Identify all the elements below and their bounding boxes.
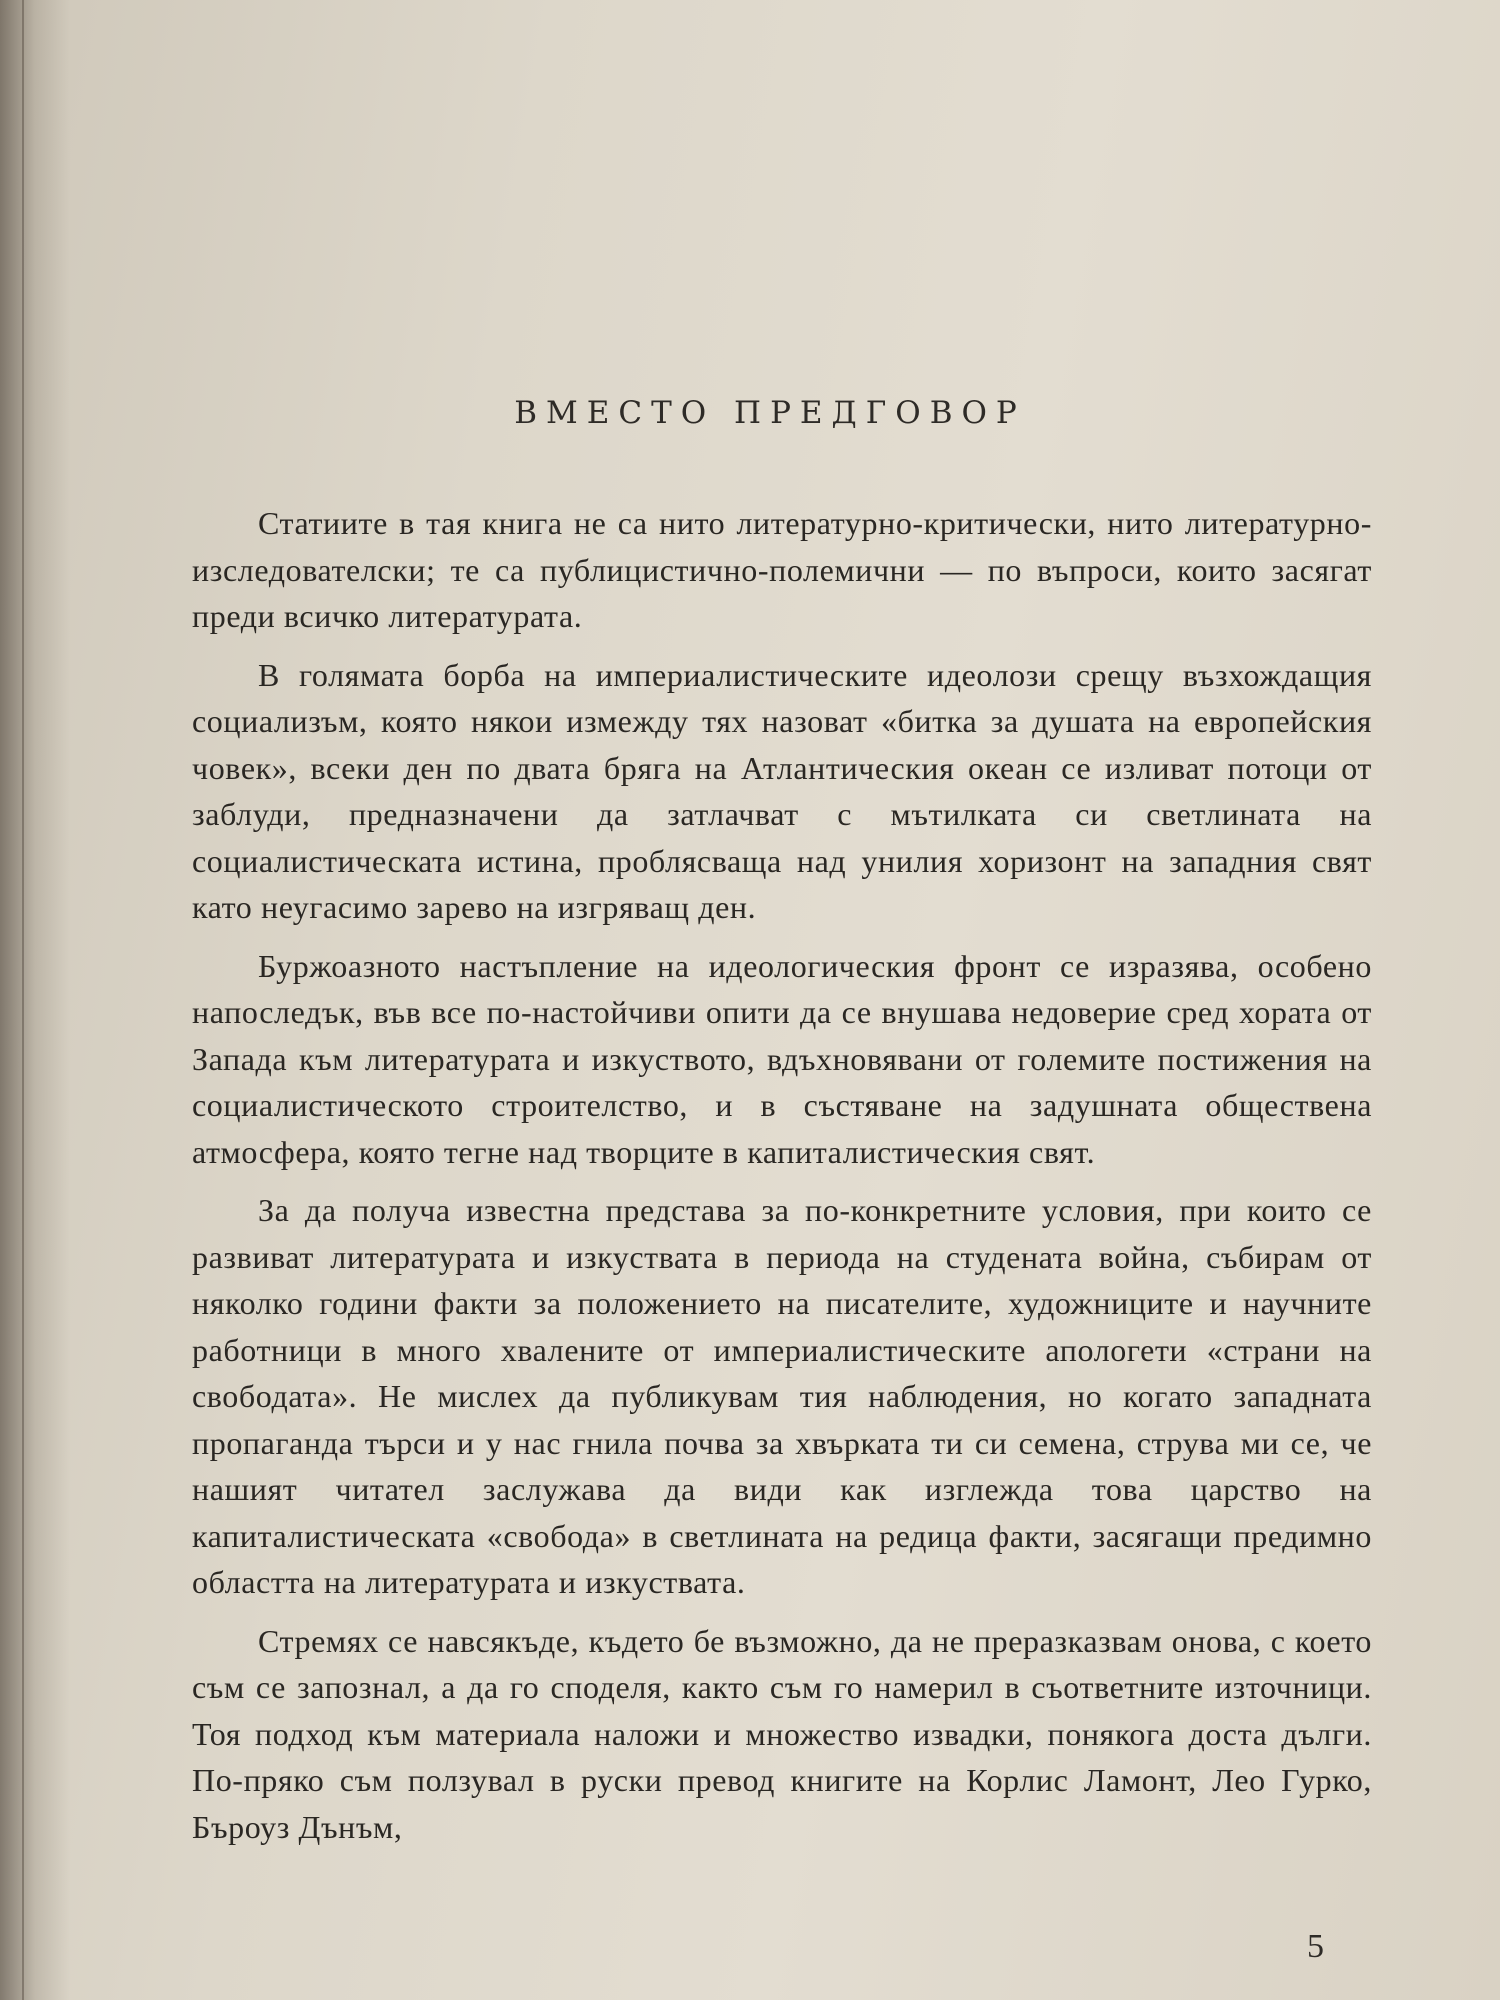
body-text: [192, 500, 1372, 1862]
page-edge: [22, 0, 24, 2000]
paragraph-3: Буржоазното настъпление на идеологическия фронт се изразява, особено напоследък, във все по-настойчиви опити да се внушава недоверие сред хората от Запада към литературата и изкуството, вдъхновявани от големите постижения на социалистическото строителство, и в състяване на задушната обществена атмосфера, която тегне над творците в капиталистическия свят.: [192, 947, 1372, 1170]
gutter-shadow: [0, 0, 70, 2000]
paragraph-5: Стремях се навсякъде, където бе възможно, да не преразказвам онова, с което съм се запознал, а да го споделя, както съм го намерил в съответните източници. Тоя подход към материала наложи и множество извадки, понякога доста дълги. По-пряко съм ползувал в руски превод книгите на Корлис Ламонт, Лео Гурко, Бъроуз Дънъм,: [192, 1622, 1372, 1845]
paragraph-2: В голямата борба на империалистическите идеолози срещу възхождащия социализъм, която някои измежду тях назоват «битка за душата на европейския човек», всеки ден по двата бряга на Атлантическия океан се изливат потоци от заблуди, предназначени да затлачват с мътилката си светлината на социалистическата истина, проблясваща над унилия хоризонт на западния свят като неугасимо зарево на изгряващ ден.: [192, 656, 1372, 925]
page-number: 5: [1307, 1928, 1324, 1965]
chapter-title: ВМЕСТО ПРЕДГОВОР: [514, 395, 1026, 431]
paragraph-4: За да получа известна представа за по-конкретните условия, при които се развиват литературата и изкуствата в периода на студената война, събирам от няколко години факти за положението на писателите, художниците и научните работници в много хвалените от империалистическите апологети «страни на свободата». Не мислех да публикувам тия наблюдения, но когато западната пропаганда търси и у нас гнила почва за хвърката ти си семена, струва ми се, че нашият читател заслужава да види как изглежда това царство на капиталистическата «свобода» в светлината на редица факти, засягащи предимно областта на литературата и изкуствата.: [192, 1192, 1372, 1600]
paragraph-1: Статиите в тая книга не са нито литературно-критически, нито литературно-изследователски; те са публицистично-полемични — по въпроси, които засягат преди всичко литературата.: [192, 505, 1372, 634]
